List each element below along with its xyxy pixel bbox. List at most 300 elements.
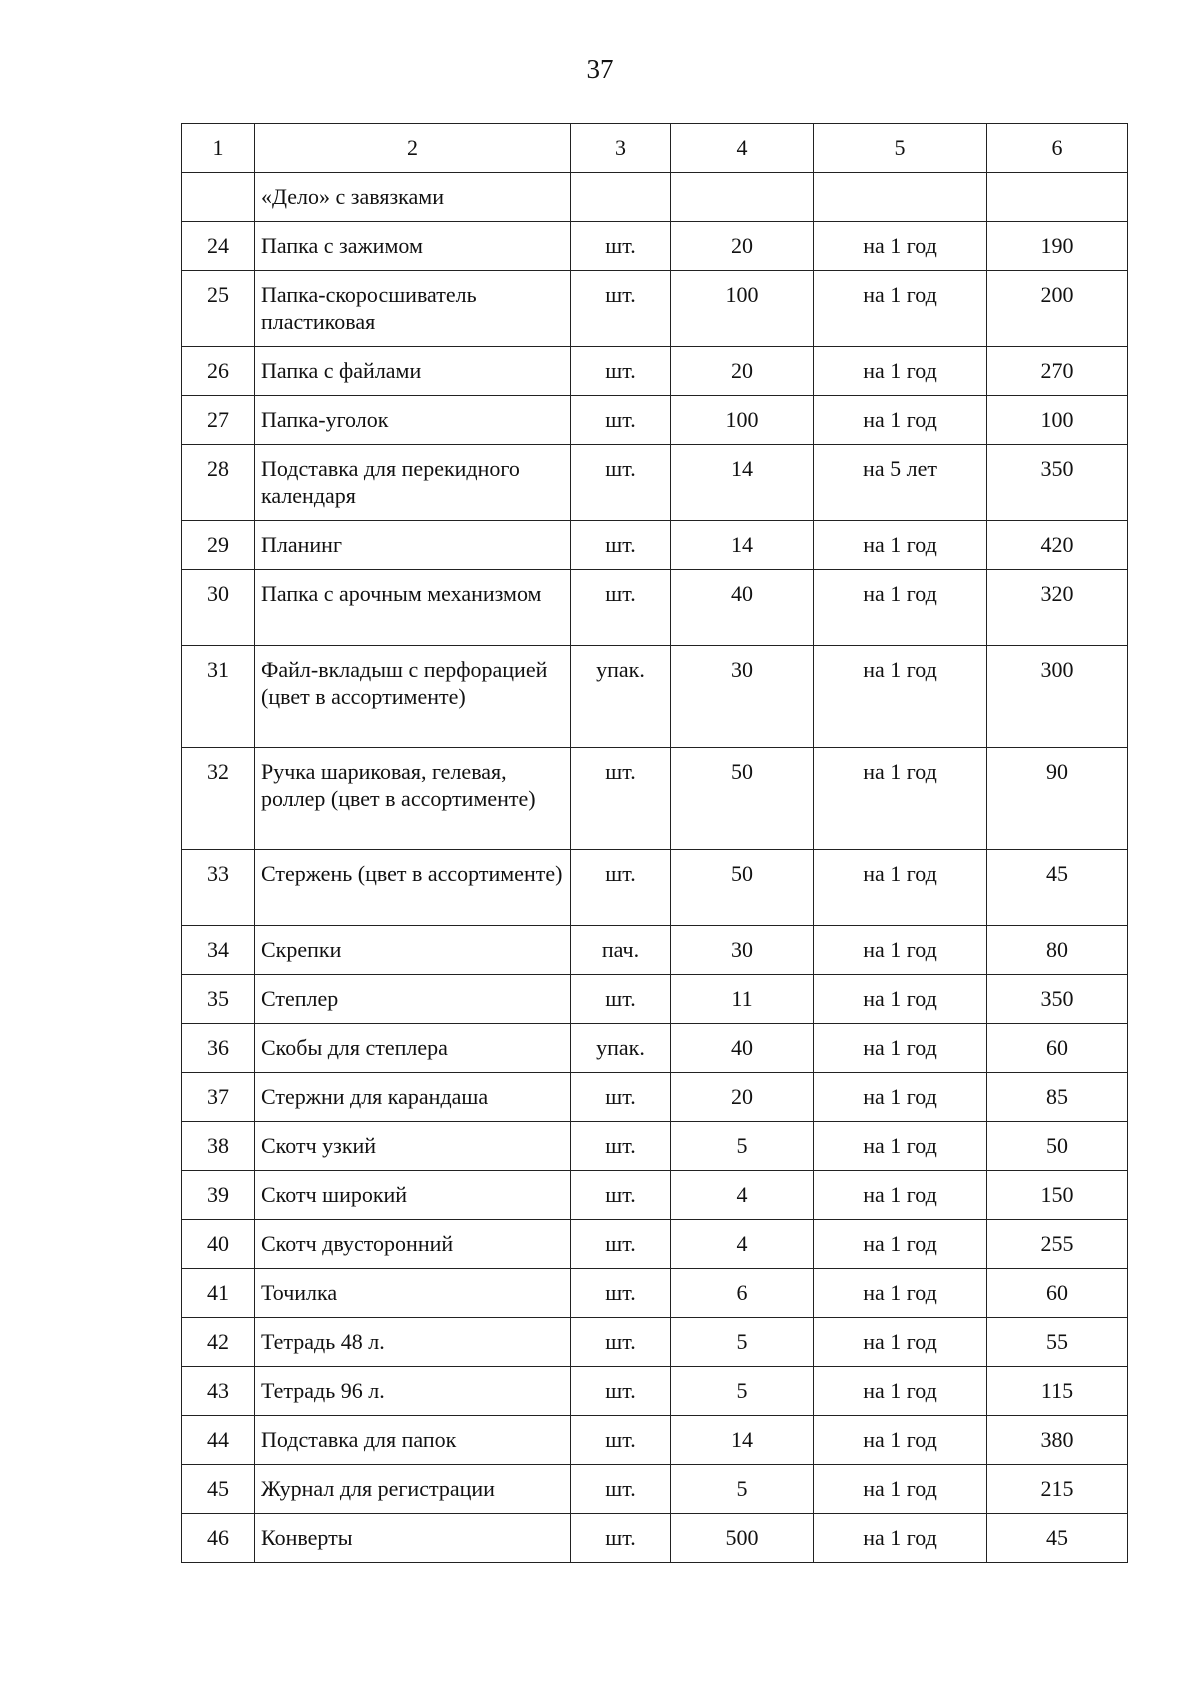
item-price: 45 bbox=[1046, 861, 1068, 886]
item-price: 45 bbox=[1046, 1525, 1068, 1550]
item-term: на 1 год bbox=[863, 358, 937, 383]
item-name: Папка-скоросшиватель пластиковая bbox=[261, 282, 477, 334]
item-name-cell bbox=[255, 1367, 571, 1416]
table-row bbox=[182, 521, 1128, 570]
item-number-cell bbox=[182, 1514, 255, 1563]
item-name: Конверты bbox=[261, 1525, 353, 1550]
item-number: 32 bbox=[207, 759, 229, 784]
item-name-cell bbox=[255, 1024, 571, 1073]
table-row bbox=[182, 1367, 1128, 1416]
item-number-cell bbox=[182, 347, 255, 396]
item-name: Скотч широкий bbox=[261, 1182, 408, 1207]
item-term: на 1 год bbox=[863, 532, 937, 557]
item-unit: шт. bbox=[605, 1231, 636, 1256]
table-row bbox=[182, 748, 1128, 850]
continuation-unit-cell bbox=[571, 173, 671, 222]
table-row bbox=[182, 570, 1128, 646]
item-term-cell bbox=[814, 521, 987, 570]
item-name: Стержни для карандаша bbox=[261, 1084, 489, 1109]
table-row bbox=[182, 445, 1128, 521]
table-row bbox=[182, 396, 1128, 445]
item-name: Степлер bbox=[261, 986, 339, 1011]
item-term: на 1 год bbox=[863, 282, 937, 307]
item-price-cell bbox=[987, 926, 1128, 975]
item-number-cell bbox=[182, 271, 255, 347]
item-price: 150 bbox=[1040, 1182, 1074, 1207]
item-term-cell bbox=[814, 570, 987, 646]
item-name: Папка-уголок bbox=[261, 407, 389, 432]
item-unit: шт. bbox=[605, 986, 636, 1011]
item-unit: шт. bbox=[605, 532, 636, 557]
item-unit: пач. bbox=[601, 937, 640, 962]
item-term: на 1 год bbox=[863, 1280, 937, 1305]
item-term: на 1 год bbox=[863, 1035, 937, 1060]
item-quantity-cell bbox=[671, 1465, 814, 1514]
item-number: 25 bbox=[207, 282, 229, 307]
item-number-cell bbox=[182, 1171, 255, 1220]
item-term-cell bbox=[814, 396, 987, 445]
item-price-cell bbox=[987, 1465, 1128, 1514]
item-price-cell bbox=[987, 646, 1128, 748]
item-term: на 5 лет bbox=[863, 456, 937, 481]
continuation-num-cell bbox=[182, 173, 255, 222]
item-number: 24 bbox=[207, 233, 229, 258]
item-unit: шт. bbox=[605, 1133, 636, 1158]
item-name: Тетрадь 96 л. bbox=[261, 1378, 385, 1403]
item-price: 90 bbox=[1046, 759, 1068, 784]
item-unit: шт. bbox=[605, 1084, 636, 1109]
item-unit: упак. bbox=[596, 1035, 645, 1060]
item-price-cell bbox=[987, 271, 1128, 347]
item-name-cell bbox=[255, 1171, 571, 1220]
item-unit-cell bbox=[571, 975, 671, 1024]
item-term-cell bbox=[814, 1024, 987, 1073]
item-price: 60 bbox=[1046, 1280, 1068, 1305]
item-price: 80 bbox=[1046, 937, 1068, 962]
item-number: 43 bbox=[207, 1378, 229, 1403]
item-price-cell bbox=[987, 1367, 1128, 1416]
table-row bbox=[182, 646, 1128, 748]
item-term: на 1 год bbox=[863, 861, 937, 886]
table-row bbox=[182, 850, 1128, 926]
item-term-cell bbox=[814, 347, 987, 396]
item-number: 38 bbox=[207, 1133, 229, 1158]
item-quantity-cell bbox=[671, 1416, 814, 1465]
item-term: на 1 год bbox=[863, 657, 937, 682]
item-price-cell bbox=[987, 521, 1128, 570]
table-row bbox=[182, 1269, 1128, 1318]
item-term-cell bbox=[814, 1220, 987, 1269]
item-term: на 1 год bbox=[863, 759, 937, 784]
continuation-name-cell: «Дело» с завязками bbox=[255, 173, 571, 222]
item-unit: шт. bbox=[605, 358, 636, 383]
item-number: 26 bbox=[207, 358, 229, 383]
item-price-cell bbox=[987, 1269, 1128, 1318]
item-name-cell bbox=[255, 570, 571, 646]
item-name-cell bbox=[255, 850, 571, 926]
table-row bbox=[182, 1220, 1128, 1269]
item-name: Журнал для регистрации bbox=[261, 1476, 495, 1501]
item-price-cell bbox=[987, 570, 1128, 646]
item-price-cell bbox=[987, 1073, 1128, 1122]
header-cell-4: 4 bbox=[671, 124, 814, 173]
item-unit: шт. bbox=[605, 407, 636, 432]
item-quantity: 30 bbox=[731, 937, 753, 962]
item-name: Папка с файлами bbox=[261, 358, 422, 383]
item-price-cell bbox=[987, 975, 1128, 1024]
item-unit-cell bbox=[571, 347, 671, 396]
item-number: 28 bbox=[207, 456, 229, 481]
item-number-cell bbox=[182, 396, 255, 445]
item-quantity-cell bbox=[671, 1073, 814, 1122]
item-unit-cell bbox=[571, 1024, 671, 1073]
item-unit-cell bbox=[571, 1318, 671, 1367]
item-price: 300 bbox=[1040, 657, 1074, 682]
item-quantity: 40 bbox=[731, 581, 753, 606]
item-name-cell bbox=[255, 347, 571, 396]
item-quantity-cell bbox=[671, 926, 814, 975]
item-unit: шт. bbox=[605, 282, 636, 307]
item-quantity-cell bbox=[671, 1024, 814, 1073]
item-unit-cell bbox=[571, 646, 671, 748]
header-cell-6: 6 bbox=[987, 124, 1128, 173]
item-quantity-cell bbox=[671, 222, 814, 271]
item-quantity: 30 bbox=[731, 657, 753, 682]
item-name: Скрепки bbox=[261, 937, 342, 962]
item-quantity-cell bbox=[671, 347, 814, 396]
item-term: на 1 год bbox=[863, 1476, 937, 1501]
item-unit-cell bbox=[571, 1269, 671, 1318]
item-price: 115 bbox=[1040, 1378, 1074, 1403]
item-name-cell bbox=[255, 748, 571, 850]
item-unit: упак. bbox=[596, 657, 645, 682]
item-term-cell bbox=[814, 1318, 987, 1367]
item-quantity: 100 bbox=[725, 407, 759, 432]
item-number-cell bbox=[182, 850, 255, 926]
item-number-cell bbox=[182, 521, 255, 570]
item-unit: шт. bbox=[605, 1280, 636, 1305]
item-quantity-cell bbox=[671, 748, 814, 850]
item-quantity-cell bbox=[671, 1171, 814, 1220]
item-unit-cell bbox=[571, 570, 671, 646]
item-price: 190 bbox=[1040, 233, 1074, 258]
table-row bbox=[182, 1122, 1128, 1171]
item-number-cell bbox=[182, 570, 255, 646]
item-term-cell bbox=[814, 1269, 987, 1318]
item-quantity: 14 bbox=[731, 1427, 753, 1452]
item-number: 35 bbox=[207, 986, 229, 1011]
item-quantity: 14 bbox=[731, 532, 753, 557]
item-price-cell bbox=[987, 1220, 1128, 1269]
item-number-cell bbox=[182, 1269, 255, 1318]
table-row bbox=[182, 1024, 1128, 1073]
item-term: на 1 год bbox=[863, 1378, 937, 1403]
item-quantity: 14 bbox=[731, 456, 753, 481]
item-unit: шт. bbox=[605, 233, 636, 258]
item-price: 320 bbox=[1040, 581, 1074, 606]
item-unit-cell bbox=[571, 445, 671, 521]
item-price-cell bbox=[987, 1171, 1128, 1220]
column-number-header-row bbox=[182, 124, 1128, 173]
continuation-price-cell bbox=[987, 173, 1128, 222]
item-name-cell bbox=[255, 271, 571, 347]
item-number-cell bbox=[182, 1367, 255, 1416]
item-number: 46 bbox=[207, 1525, 229, 1550]
item-term: на 1 год bbox=[863, 1182, 937, 1207]
header-cell-1: 1 bbox=[182, 124, 255, 173]
table-row bbox=[182, 1465, 1128, 1514]
item-term: на 1 год bbox=[863, 1084, 937, 1109]
item-price-cell bbox=[987, 1024, 1128, 1073]
item-number: 45 bbox=[207, 1476, 229, 1501]
item-quantity: 4 bbox=[736, 1182, 748, 1207]
item-unit-cell bbox=[571, 222, 671, 271]
item-number-cell bbox=[182, 1465, 255, 1514]
item-unit-cell bbox=[571, 1073, 671, 1122]
item-quantity-cell bbox=[671, 570, 814, 646]
item-number-cell bbox=[182, 748, 255, 850]
item-term-cell bbox=[814, 1073, 987, 1122]
item-price-cell bbox=[987, 347, 1128, 396]
item-term: на 1 год bbox=[863, 1329, 937, 1354]
item-number-cell bbox=[182, 1318, 255, 1367]
item-price: 350 bbox=[1040, 986, 1074, 1011]
item-name: Тетрадь 48 л. bbox=[261, 1329, 385, 1354]
item-term-cell bbox=[814, 271, 987, 347]
item-unit: шт. bbox=[605, 456, 636, 481]
item-unit: шт. bbox=[605, 759, 636, 784]
item-term: на 1 год bbox=[863, 407, 937, 432]
item-number-cell bbox=[182, 1416, 255, 1465]
item-term: на 1 год bbox=[863, 937, 937, 962]
item-term-cell bbox=[814, 748, 987, 850]
item-number-cell bbox=[182, 646, 255, 748]
item-unit: шт. bbox=[605, 1378, 636, 1403]
header-cell-5: 5 bbox=[814, 124, 987, 173]
item-unit-cell bbox=[571, 521, 671, 570]
item-name: Подставка для перекидного календаря bbox=[261, 456, 520, 508]
table-row bbox=[182, 1514, 1128, 1563]
item-term-cell bbox=[814, 1416, 987, 1465]
table-row bbox=[182, 271, 1128, 347]
item-term: на 1 год bbox=[863, 233, 937, 258]
item-quantity: 11 bbox=[731, 986, 753, 1011]
item-number: 44 bbox=[207, 1427, 229, 1452]
item-quantity-cell bbox=[671, 445, 814, 521]
item-price-cell bbox=[987, 1318, 1128, 1367]
item-unit: шт. bbox=[605, 1525, 636, 1550]
item-quantity: 20 bbox=[731, 358, 753, 383]
item-name-cell bbox=[255, 1220, 571, 1269]
item-quantity: 20 bbox=[731, 233, 753, 258]
table-row bbox=[182, 222, 1128, 271]
item-number-cell bbox=[182, 975, 255, 1024]
item-unit: шт. bbox=[605, 1427, 636, 1452]
item-unit-cell bbox=[571, 396, 671, 445]
item-name-cell bbox=[255, 1465, 571, 1514]
item-term: на 1 год bbox=[863, 986, 937, 1011]
item-number: 27 bbox=[207, 407, 229, 432]
continuation-qty-cell bbox=[671, 173, 814, 222]
item-price-cell bbox=[987, 222, 1128, 271]
item-term-cell bbox=[814, 1367, 987, 1416]
item-unit-cell bbox=[571, 1465, 671, 1514]
item-name: Папка с арочным механизмом bbox=[261, 581, 542, 606]
item-name-cell bbox=[255, 1269, 571, 1318]
item-quantity-cell bbox=[671, 521, 814, 570]
item-number: 29 bbox=[207, 532, 229, 557]
item-quantity: 6 bbox=[736, 1280, 748, 1305]
item-name-cell bbox=[255, 926, 571, 975]
item-quantity: 5 bbox=[736, 1476, 748, 1501]
item-name-cell bbox=[255, 222, 571, 271]
item-price: 200 bbox=[1040, 282, 1074, 307]
item-term: на 1 год bbox=[863, 1231, 937, 1256]
item-price-cell bbox=[987, 748, 1128, 850]
item-number: 33 bbox=[207, 861, 229, 886]
item-price-cell bbox=[987, 1514, 1128, 1563]
item-name-cell bbox=[255, 1122, 571, 1171]
item-term-cell bbox=[814, 1465, 987, 1514]
continuation-term-cell bbox=[814, 173, 987, 222]
item-unit-cell bbox=[571, 1122, 671, 1171]
item-number-cell bbox=[182, 926, 255, 975]
item-unit-cell bbox=[571, 1416, 671, 1465]
item-quantity-cell bbox=[671, 975, 814, 1024]
item-term-cell bbox=[814, 1122, 987, 1171]
item-number: 41 bbox=[207, 1280, 229, 1305]
item-quantity: 40 bbox=[731, 1035, 753, 1060]
item-name-cell bbox=[255, 521, 571, 570]
item-price-cell bbox=[987, 850, 1128, 926]
item-unit-cell bbox=[571, 926, 671, 975]
item-price: 350 bbox=[1040, 456, 1074, 481]
item-name: Скотч двусторонний bbox=[261, 1231, 454, 1256]
item-price: 55 bbox=[1046, 1329, 1068, 1354]
item-number: 40 bbox=[207, 1231, 229, 1256]
continuation-row bbox=[182, 173, 1128, 222]
header-cell-2: 2 bbox=[255, 124, 571, 173]
item-number-cell bbox=[182, 1073, 255, 1122]
item-name-cell bbox=[255, 1318, 571, 1367]
item-price: 380 bbox=[1040, 1427, 1074, 1452]
item-name-cell bbox=[255, 1416, 571, 1465]
item-price: 60 bbox=[1046, 1035, 1068, 1060]
header-cell-3: 3 bbox=[571, 124, 671, 173]
item-price: 50 bbox=[1046, 1133, 1068, 1158]
item-name: Точилка bbox=[261, 1280, 338, 1305]
item-unit-cell bbox=[571, 748, 671, 850]
item-term-cell bbox=[814, 850, 987, 926]
item-price-cell bbox=[987, 396, 1128, 445]
item-number: 34 bbox=[207, 937, 229, 962]
item-number: 30 bbox=[207, 581, 229, 606]
table-row bbox=[182, 1416, 1128, 1465]
item-term-cell bbox=[814, 445, 987, 521]
item-quantity: 5 bbox=[736, 1378, 748, 1403]
item-name: Скотч узкий bbox=[261, 1133, 377, 1158]
item-price: 85 bbox=[1046, 1084, 1068, 1109]
item-name: Планинг bbox=[261, 532, 342, 557]
item-number: 39 bbox=[207, 1182, 229, 1207]
item-quantity: 50 bbox=[731, 861, 753, 886]
item-price: 255 bbox=[1040, 1231, 1074, 1256]
item-quantity-cell bbox=[671, 1269, 814, 1318]
item-name: Скобы для степлера bbox=[261, 1035, 448, 1060]
item-price: 420 bbox=[1040, 532, 1074, 557]
table-row bbox=[182, 1171, 1128, 1220]
item-number-cell bbox=[182, 1220, 255, 1269]
table-row bbox=[182, 1318, 1128, 1367]
item-quantity-cell bbox=[671, 1122, 814, 1171]
item-name-cell bbox=[255, 396, 571, 445]
item-unit-cell bbox=[571, 850, 671, 926]
item-term-cell bbox=[814, 975, 987, 1024]
item-unit: шт. bbox=[605, 1182, 636, 1207]
table-row bbox=[182, 1073, 1128, 1122]
item-quantity: 5 bbox=[736, 1329, 748, 1354]
item-quantity: 100 bbox=[725, 282, 759, 307]
item-number: 31 bbox=[207, 657, 229, 682]
item-quantity: 5 bbox=[736, 1133, 748, 1158]
item-name-cell bbox=[255, 975, 571, 1024]
item-name: Папка с зажимом bbox=[261, 233, 423, 258]
item-name-cell bbox=[255, 1073, 571, 1122]
item-quantity: 4 bbox=[736, 1231, 748, 1256]
item-quantity-cell bbox=[671, 1220, 814, 1269]
table-row bbox=[182, 975, 1128, 1024]
item-term-cell bbox=[814, 926, 987, 975]
item-term: на 1 год bbox=[863, 1427, 937, 1452]
item-unit-cell bbox=[571, 1171, 671, 1220]
item-price-cell bbox=[987, 1122, 1128, 1171]
item-price-cell bbox=[987, 445, 1128, 521]
item-term: на 1 год bbox=[863, 1133, 937, 1158]
item-number: 37 bbox=[207, 1084, 229, 1109]
item-quantity-cell bbox=[671, 396, 814, 445]
item-name-cell bbox=[255, 1514, 571, 1563]
item-number-cell bbox=[182, 1024, 255, 1073]
item-quantity-cell bbox=[671, 646, 814, 748]
item-name: Ручка шариковая, гелевая, роллер (цвет в ассортименте) bbox=[261, 759, 536, 811]
item-quantity: 50 bbox=[731, 759, 753, 784]
item-price-cell bbox=[987, 1416, 1128, 1465]
item-name-cell bbox=[255, 646, 571, 748]
item-unit: шт. bbox=[605, 1476, 636, 1501]
item-quantity-cell bbox=[671, 1367, 814, 1416]
item-term-cell bbox=[814, 1171, 987, 1220]
item-unit-cell bbox=[571, 1367, 671, 1416]
item-price: 100 bbox=[1040, 407, 1074, 432]
item-number: 36 bbox=[207, 1035, 229, 1060]
item-quantity-cell bbox=[671, 1514, 814, 1563]
table-row bbox=[182, 926, 1128, 975]
table-row bbox=[182, 347, 1128, 396]
item-unit: шт. bbox=[605, 861, 636, 886]
item-number: 42 bbox=[207, 1329, 229, 1354]
item-unit-cell bbox=[571, 271, 671, 347]
item-number-cell bbox=[182, 445, 255, 521]
item-quantity-cell bbox=[671, 271, 814, 347]
item-term: на 1 год bbox=[863, 1525, 937, 1550]
page-number: 37 bbox=[586, 54, 614, 84]
item-name: Подставка для папок bbox=[261, 1427, 457, 1452]
item-unit-cell bbox=[571, 1220, 671, 1269]
item-unit: шт. bbox=[605, 1329, 636, 1354]
item-name-cell bbox=[255, 445, 571, 521]
item-number-cell bbox=[182, 222, 255, 271]
item-quantity: 20 bbox=[731, 1084, 753, 1109]
